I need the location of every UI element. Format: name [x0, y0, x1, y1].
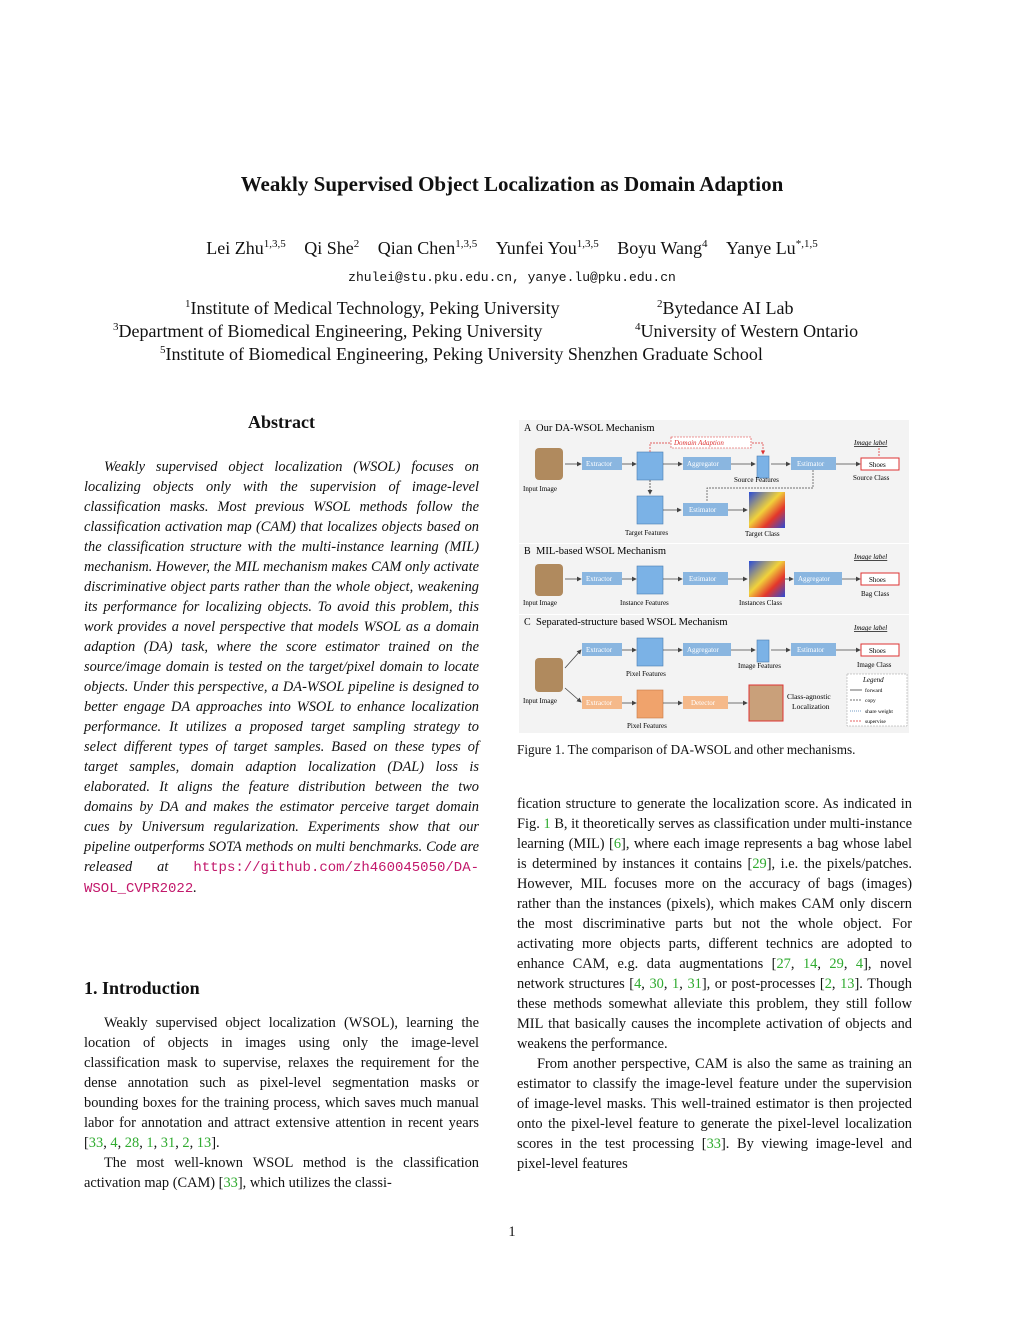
citation[interactable]: 4	[110, 1135, 118, 1151]
citation[interactable]: 28	[124, 1135, 140, 1151]
label: Shoes	[869, 647, 886, 655]
label: Image Features	[738, 662, 781, 670]
citation[interactable]: 33	[88, 1135, 104, 1151]
label: Source Features	[734, 476, 779, 484]
author-list	[0, 238, 1024, 259]
citation[interactable]: 2	[182, 1135, 190, 1151]
label: Image label	[854, 439, 888, 447]
label: Estimator	[797, 460, 825, 468]
citation[interactable]: 1	[146, 1135, 154, 1151]
feature-cube	[637, 638, 663, 666]
author-emails: zhulei@stu.pku.edu.cn, yanye.lu@pku.edu.cn	[348, 270, 676, 285]
label: Target Features	[625, 529, 669, 537]
label: Pixel Features	[627, 722, 667, 730]
citation[interactable]: 4	[855, 956, 864, 972]
abstract-body: Weakly supervised object localization (WSOL) focuses on localizing objects only with the supervision of image-level classification masks. Most previous WSOL methods follow the classification activation map (CAM) that localizes objects based on the classification structure with the multi-instance learning (MIL) mechanism. However, the MIL mechanism makes CAM only activate discriminative object parts rather than the whole object, weakening its performance for localizing objects. To avoid this problem, this work provides a novel perspective that models WSOL as a domain adaption (DA) task, where the score estimator trained on the source/image domain is tested on the target/pixel domain to locate objects. Under this perspective, a DA-WSOL pipeline is designed to better engage DA approaches into WSOL to enhance localization performance. It utilizes a proposed target sampling strategy to select different types of target samples. Based on these types of target samples, domain adaption localization (DAL) loss is elaborated. It aligns the feature distribution between the two domains by DA and makes the estimator perceive target domain cues by Universum regularization. Experiments show that our pipeline outperforms SOTA methods on multi benchmarks. Code are released at https://github.com/zh460045050/DA-WSOL_CVPR2022.	[84, 459, 479, 897]
label: Extractor	[586, 460, 613, 468]
input-image-c	[535, 658, 563, 692]
feature-cube	[637, 452, 663, 480]
author: Yanye $Lu^{*,1,5}$	[726, 238, 818, 258]
author: Qian Chen$^{1,3,5}$	[377, 238, 478, 258]
label: share weight	[865, 709, 893, 715]
citation[interactable]: 14	[802, 956, 818, 972]
label: forward	[865, 688, 883, 694]
label: Estimator	[689, 506, 717, 514]
paragraph: From another perspective, CAM is also the same as training an estimator to classify the image-level feature under the supervision of image-level masks. This well-trained estimator is then projected onto the pixel-level feature to generate the pixel-level localization scores in the test processing [33]. By viewing image-level and pixel-level features	[517, 1056, 912, 1172]
panel-c-letter: C	[524, 617, 531, 628]
input-image-a	[535, 448, 563, 480]
code-link[interactable]: https://github.com/zh460045050/DA-WSOL_CVPR2022	[84, 860, 479, 897]
label: Input Image	[523, 697, 558, 705]
author: Boyu Wang$^4$	[617, 238, 708, 258]
instances-heatmap	[749, 561, 785, 597]
source-feature-vector	[757, 456, 769, 478]
label: Target Class	[745, 530, 780, 538]
label: Extractor	[586, 699, 613, 707]
citation[interactable]: 29	[829, 956, 844, 972]
label: Domain Adaption	[674, 439, 724, 447]
intro-left-column	[84, 1013, 479, 1193]
author: Yunfei You$^{1,3,5}$	[495, 238, 599, 258]
label: Localization	[792, 702, 830, 711]
target-feature-cube	[637, 496, 663, 524]
label: Image label	[854, 624, 888, 632]
citation[interactable]: 6	[613, 836, 622, 852]
citation[interactable]: 13	[840, 976, 855, 992]
label: Extractor	[586, 646, 613, 654]
author: Lei Zhu$^{1,3,5}$	[206, 238, 286, 258]
abstract-heading: Abstract	[248, 412, 315, 432]
label: Image Class	[857, 661, 892, 669]
paragraph: fication structure to generate the localization score. As indicated in Fig. 1 B, it theoretically serves as classification under multi-instance learning (MIL) [6], where each image represents a bag whose label is determined by instances it contains [29], i.e. the pixels/patches. However, MIL focuses more on the accuracy of bags (images) rather than the instances (pixels), which makes CAM only discern the most discriminative parts but not the whole object. For activating more objects parts, different technics are adopted to enhance CAM, e.g. data augmentations [27, 14, 29, 4], novel network structures [4, 30, 1, 31], or post-processes [2, 13]. Though these methods somewhat alleviate this problem, they still follow MIL that basically causes the incomplete activation of objects and weakens the performance.	[517, 796, 912, 1052]
panel-a-title: Our DA-WSOL Mechanism	[536, 423, 655, 434]
label: Aggregator	[798, 575, 830, 583]
label: Class-agnostic	[787, 692, 831, 701]
citation[interactable]: 30	[649, 976, 664, 992]
affiliation-4: $^4$University of Western Ontario	[635, 321, 859, 341]
label: Estimator	[797, 646, 825, 654]
citation[interactable]: 29	[752, 856, 767, 872]
citation[interactable]: 4	[634, 976, 642, 992]
intro-right-column	[517, 794, 912, 1174]
feature-cube-orange	[637, 690, 663, 718]
citation[interactable]: 31	[160, 1135, 176, 1151]
label: copy	[865, 698, 876, 704]
affiliation-5: $^5$Institute of Biomedical Engineering, Peking University Shenzhen Graduate School	[160, 344, 763, 364]
panel-b-title: MIL-based WSOL Mechanism	[536, 546, 667, 557]
paragraph: The most well-known WSOL method is the classification activation map (CAM) [33], which utilizes the classi-	[84, 1155, 479, 1191]
paragraph: Weakly supervised object localization (WSOL), learning the location of objects in images using only the image-level classification mask to supervise, relaxes the requirement for the dense annotation such as pixel-level segmentation masks or bounding boxes for the training process, which saves much manual labor for annotation and attract extensive attention in recent years [33, 4, 28, 1, 31, 2, 13].	[84, 1015, 479, 1151]
label: Extractor	[586, 575, 613, 583]
label: Instance Features	[620, 599, 669, 607]
affiliation-3: $^3$Department of Biomedical Engineering, Peking University	[113, 321, 543, 341]
image-feature-vector	[757, 640, 769, 662]
figure-caption: Figure 1. The comparison of DA-WSOL and other mechanisms.	[517, 742, 856, 757]
citation[interactable]: 33	[223, 1175, 238, 1191]
label: Instances Class	[739, 599, 782, 607]
citation[interactable]: 2	[824, 976, 832, 992]
label: Aggregator	[687, 460, 719, 468]
panel-b-letter: B	[524, 546, 531, 557]
affiliation-1: $^1$Institute of Medical Technology, Peking University	[185, 298, 560, 318]
localization-box	[749, 685, 783, 721]
figure-1-diagram	[517, 418, 917, 738]
panel-c-title: Separated-structure based WSOL Mechanism	[536, 617, 728, 628]
citation[interactable]: 13	[196, 1135, 212, 1151]
panel-a-letter: A	[524, 423, 532, 434]
label: supervise	[865, 719, 886, 725]
target-class-heatmap	[749, 492, 785, 528]
label: Input Image	[523, 485, 558, 493]
paper-title: Weakly Supervised Object Localization as Domain Adaption	[240, 172, 784, 196]
label: Source Class	[853, 474, 890, 482]
feature-cube	[637, 566, 663, 594]
figure-reference[interactable]: 1	[543, 816, 551, 832]
citation[interactable]: 31	[687, 976, 702, 992]
label: Estimator	[689, 575, 717, 583]
label: Shoes	[869, 461, 886, 469]
label: Legend	[863, 676, 884, 684]
author: Qi She$^2$	[304, 238, 360, 258]
label: Detector	[691, 699, 716, 707]
citation[interactable]: 27	[776, 956, 791, 972]
label: Image label	[854, 553, 888, 561]
label: Pixel Features	[626, 670, 666, 678]
citation[interactable]: 33	[706, 1136, 721, 1152]
label: Input Image	[523, 599, 558, 607]
label: Aggregator	[687, 646, 719, 654]
citation[interactable]: 1	[672, 976, 680, 992]
page-number: 1	[508, 1224, 516, 1240]
input-image-b	[535, 564, 563, 596]
section-heading-introduction: 1. Introduction	[84, 978, 200, 998]
label: Shoes	[869, 576, 886, 584]
affiliation-2: $^2$Bytedance AI Lab	[657, 298, 794, 318]
label: Bag Class	[861, 590, 890, 598]
